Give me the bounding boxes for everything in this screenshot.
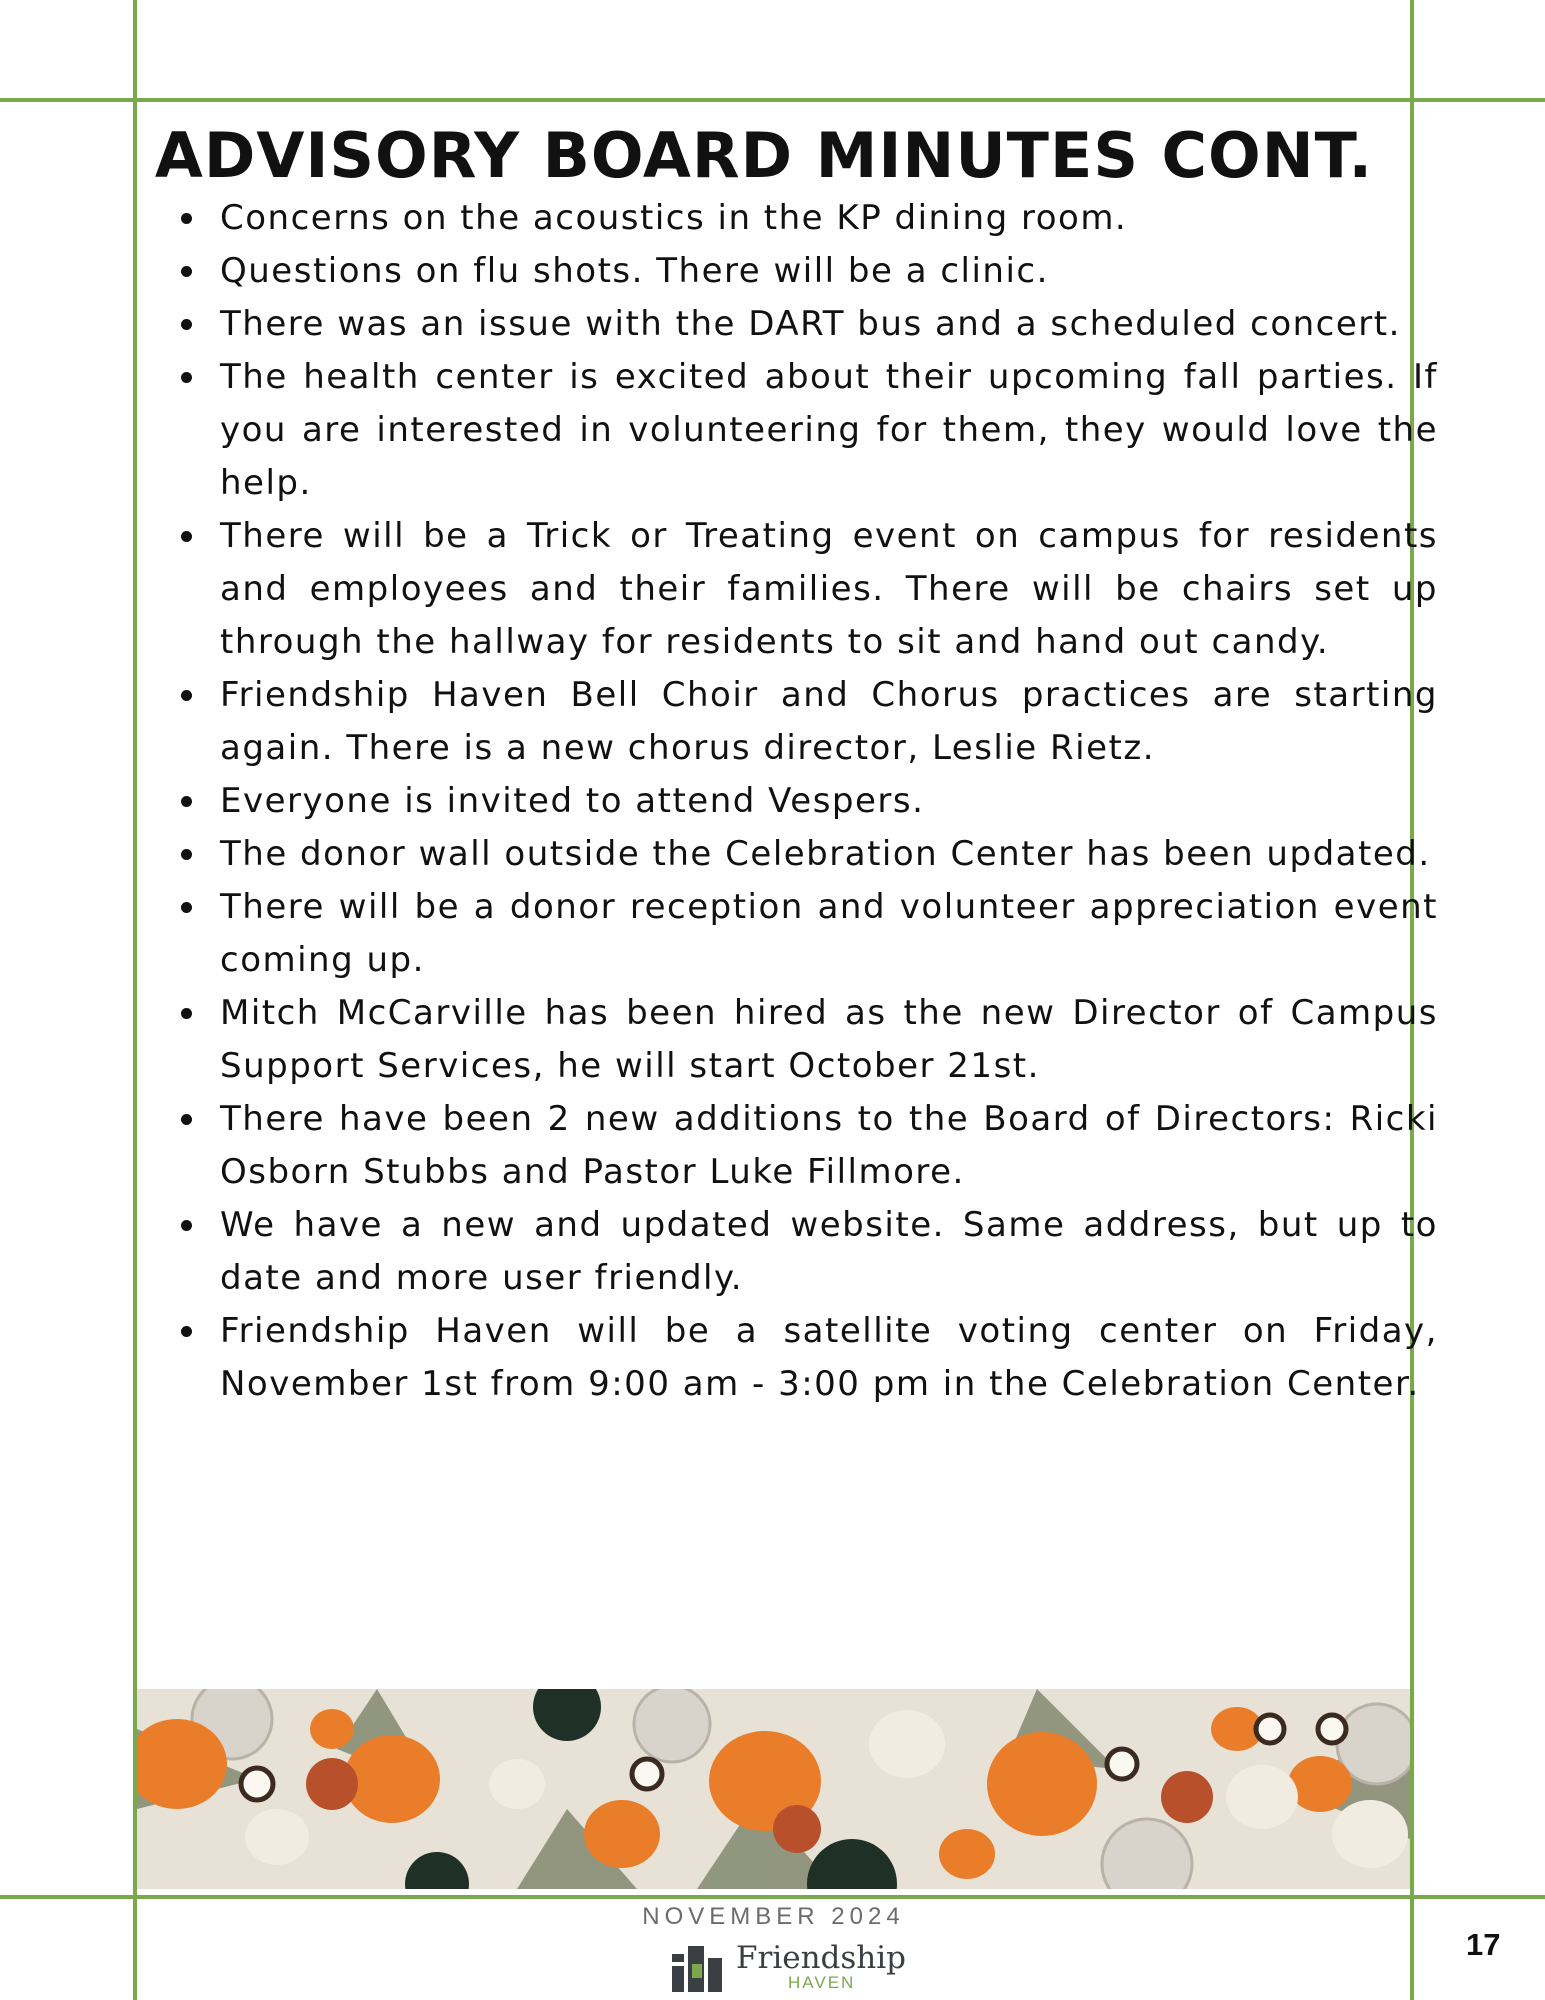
list-item: There was an issue with the DART bus and a scheduled concert. <box>220 298 1438 351</box>
page-number: 17 <box>1466 1927 1501 1962</box>
minutes-list <box>172 192 1438 1411</box>
issue-month: NOVEMBER 2024 <box>642 1903 905 1930</box>
list-item: The donor wall outside the Celebration Center has been updated. <box>220 828 1438 881</box>
list-item: The health center is excited about their upcoming fall parties. If you are interested in volunteering for them, they would love the help. <box>220 351 1438 510</box>
logo-subtitle: HAVEN <box>788 1973 856 1992</box>
list-item: Friendship Haven will be a satellite voting center on Friday, November 1st from 9:00 am - 3:00 pm in the Celebration Center. <box>220 1305 1438 1411</box>
top-margin-line <box>0 98 1545 102</box>
list-item: Everyone is invited to attend Vespers. <box>220 775 1438 828</box>
list-item: Friendship Haven Bell Choir and Chorus practices are starting again. There is a new chorus director, Leslie Rietz. <box>220 669 1438 775</box>
house-logo-icon <box>670 1940 726 1996</box>
autumn-table-photo <box>137 1689 1410 1889</box>
friendship-haven-logo <box>670 1940 907 2000</box>
bottom-margin-line <box>0 1895 1545 1899</box>
list-item: Concerns on the acoustics in the KP dining room. <box>220 192 1438 245</box>
list-item: We have a new and updated website. Same address, but up to date and more user friendly. <box>220 1199 1438 1305</box>
list-item: There have been 2 new additions to the Board of Directors: Ricki Osborn Stubbs and Pastor Luke Fillmore. <box>220 1093 1438 1199</box>
page-title: ADVISORY BOARD MINUTES CONT. <box>154 119 1374 192</box>
list-item: Questions on flu shots. There will be a clinic. <box>220 245 1438 298</box>
logo-name: Friendship <box>736 1940 907 1976</box>
list-item: There will be a Trick or Treating event on campus for residents and employees and their families. There will be chairs set up through the hallway for residents to sit and hand out candy. <box>220 510 1438 669</box>
list-item: There will be a donor reception and volunteer appreciation event coming up. <box>220 881 1438 987</box>
list-item: Mitch McCarville has been hired as the new Director of Campus Support Services, he will start October 21st. <box>220 987 1438 1093</box>
